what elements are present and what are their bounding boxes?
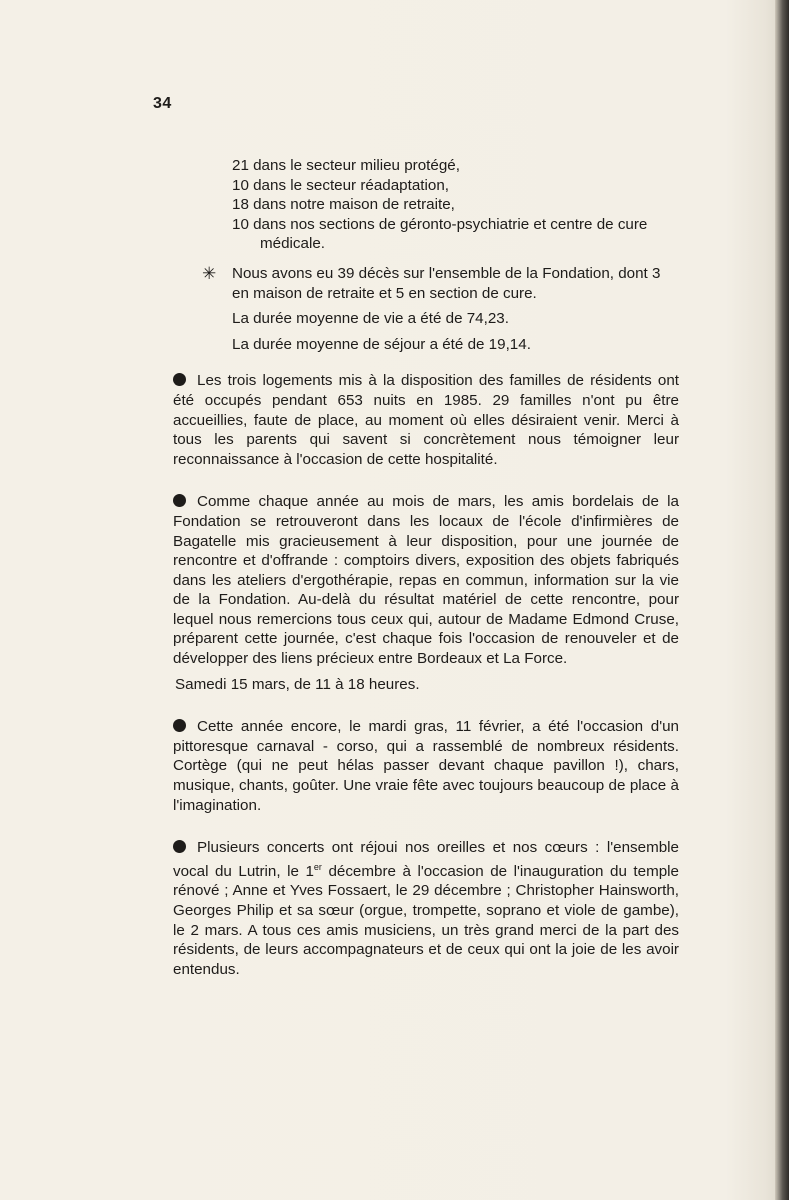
paragraph-text: Cette année encore, le mardi gras, 11 février, a été l'occasion d'un pittoresque carnaval - corso, qui a rassemblé de nombreux résidents. Cortège (qui ne peut hélas passer devant chaque pavillon !), chars, musique, chants, goûter. Une vraie fête avec toujours beaucoup de place à l'imagination. <box>173 718 679 814</box>
page-binding-edge <box>775 0 789 1200</box>
statistics-list <box>232 156 679 254</box>
deaths-line: Nous avons eu 39 décès sur l'ensemble de la Fondation, dont 3 en maison de retraite et 5 en section de cure. <box>232 264 661 302</box>
deaths-paragraph <box>202 263 679 354</box>
stay-duration-line: La durée moyenne de séjour a été de 19,14. <box>232 335 531 353</box>
ordinal-suffix: er <box>313 861 322 872</box>
bullet-icon <box>173 719 186 732</box>
list-item: 10 dans nos sections de géronto-psychiatrie et centre de cure médicale. <box>232 215 648 253</box>
paragraph-text: Plusieurs concerts ont réjoui nos oreilles et nos cœurs : l'ensemble vocal du Lutrin, le 1 <box>173 839 679 880</box>
date-line: Samedi 15 mars, de 11 à 18 heures. <box>175 675 420 693</box>
life-duration-line: La durée moyenne de vie a été de 74,23. <box>232 310 509 328</box>
carnival-paragraph <box>173 717 679 815</box>
paragraph-text: Les trois logements mis à la disposition des familles de résidents ont été occupés pendant 653 nuits en 1985. 29 familles n'ont pu être accueillies, faute de place, au moment où elles désiraient venir. Merci à tous les parents qui savent si concrètement nous témoigner leur reconnaissance à l'occasion de cette hospitalité. <box>173 372 679 468</box>
bullet-icon <box>173 494 186 507</box>
list-item: 21 dans le secteur milieu protégé, <box>232 157 460 174</box>
concerts-paragraph <box>173 838 679 979</box>
bullet-icon <box>173 840 186 853</box>
paragraph-text: Comme chaque année au mois de mars, les amis bordelais de la Fondation se retrouveront dans les locaux de l'école d'infirmières de Bagatelle mis gracieusement à leur disposition, pour une journée de rencontre et d'offrande : comptoirs divers, exposition des objets fabriqués dans les ateliers d'ergothérapie, repas en commun, information sur la vie de la Fondation. Au-delà du résultat matériel de cette rencontre, pour lequel nous remercions tous ceux qui, autour de Madame Edmond Cruse, préparent cette journée, c'est chaque fois l'occasion de renouveler et de développer des liens précieux entre Bordeaux et La Force. <box>173 493 679 668</box>
page-number: 34 <box>153 95 172 112</box>
asterisk-icon: ✳ <box>202 263 217 283</box>
paragraph-text: décembre à l'occasion de l'inauguration du temple rénové ; Anne et Yves Fossaert, le 29 décembre ; Christopher Hainsworth, Georges Philip et sa sœur (orgue, trompette, soprano et viole de gambe), le 2 mars. A tous ces amis musiciens, un très grand merci de la part des résidents, de leurs accompagnateurs et de ceux qui ont la joie de les avoir entendus. <box>173 862 679 978</box>
bullet-icon <box>173 373 186 386</box>
page-body <box>173 156 679 979</box>
list-item: 18 dans notre maison de retraite, <box>232 196 455 214</box>
bordeaux-paragraph <box>173 492 679 668</box>
housing-paragraph <box>173 371 679 469</box>
list-item: 10 dans le secteur réadaptation, <box>232 176 449 194</box>
